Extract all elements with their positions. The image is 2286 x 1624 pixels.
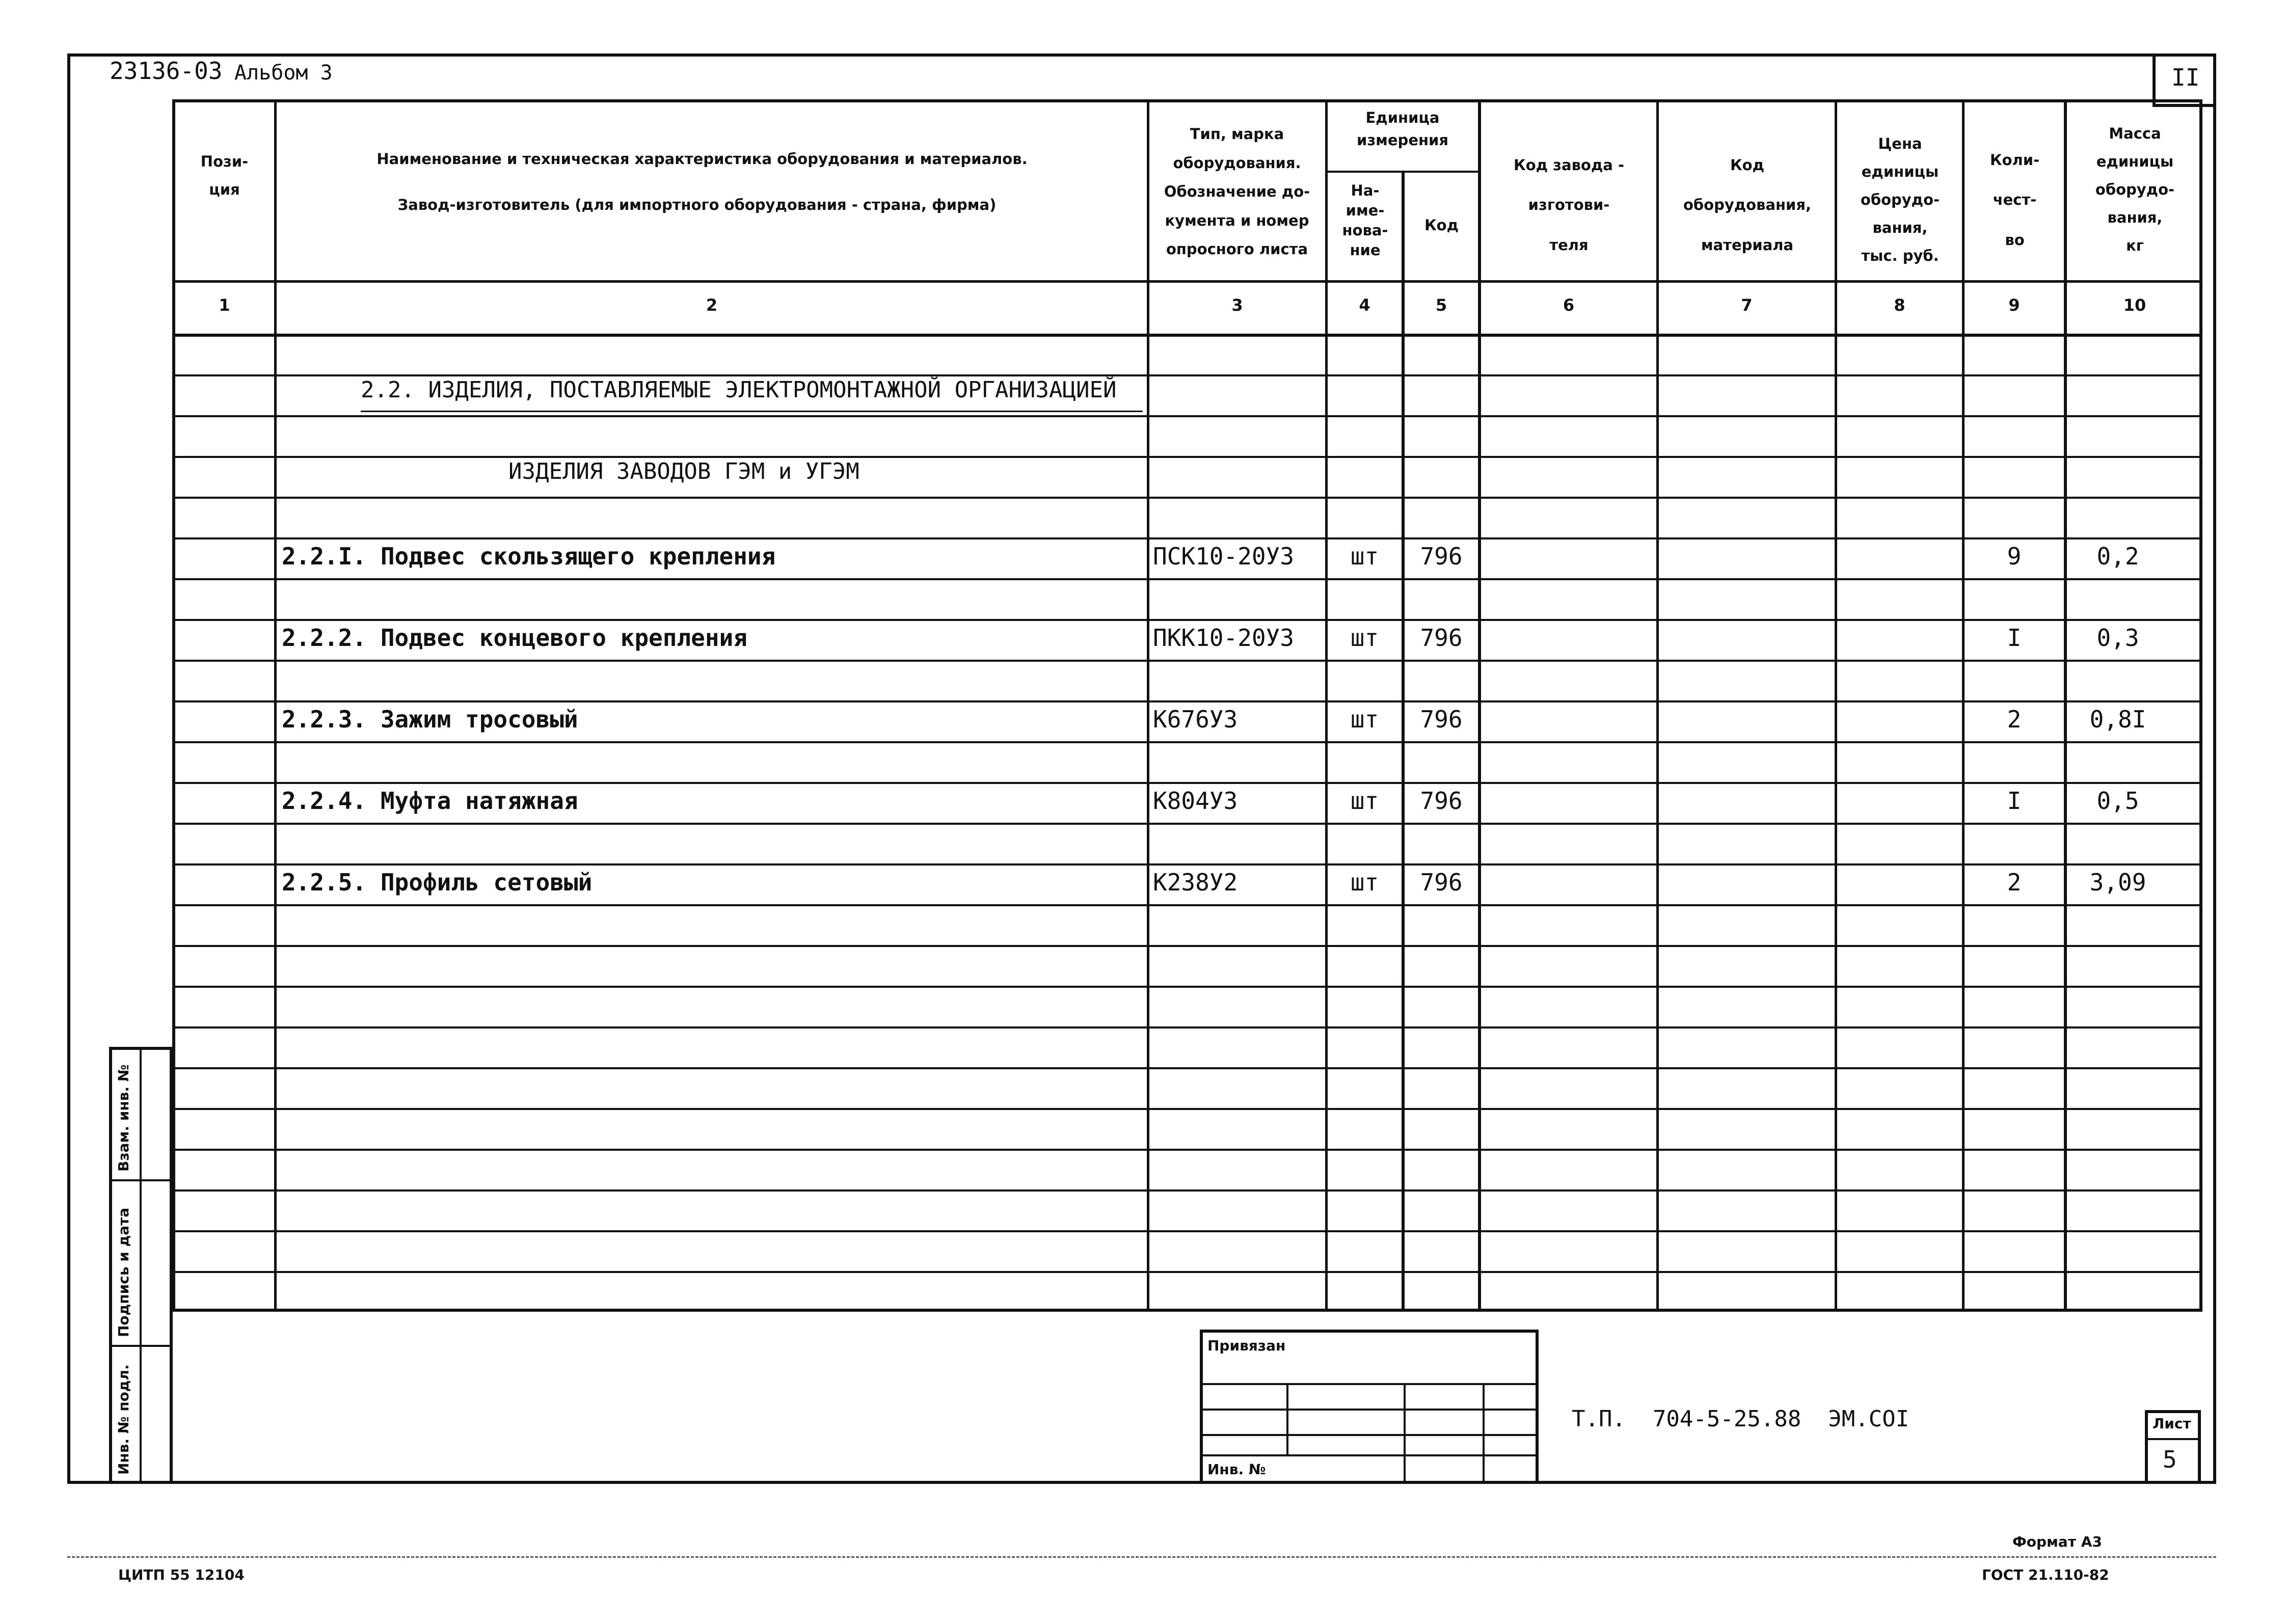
sheet-number: 5	[2163, 1446, 2177, 1473]
item-type: К676У3	[1153, 706, 1238, 733]
col-number-2: 2	[706, 295, 718, 315]
binding-line	[1200, 1454, 1539, 1456]
row-line	[172, 1149, 2202, 1151]
row-line	[172, 863, 2202, 865]
item-unit: шт	[1350, 543, 1379, 570]
row-line	[172, 823, 2202, 825]
row-line	[172, 945, 2202, 947]
cut-line	[67, 1556, 2216, 1558]
item-type: ПСК10-20У3	[1153, 543, 1294, 570]
item-quantity: 2	[2007, 706, 2022, 733]
row-line	[172, 374, 2202, 376]
binding-col	[1286, 1383, 1288, 1454]
row-line	[172, 1067, 2202, 1069]
item-unit-code: 796	[1420, 543, 1463, 570]
row-line	[172, 1230, 2202, 1232]
inv-no-label: Инв. №	[1207, 1461, 1266, 1478]
album-label: Альбом 3	[234, 61, 333, 85]
item-type: К238У2	[1153, 869, 1238, 896]
col-number-6: 6	[1563, 295, 1575, 315]
document-designation: Т.П. 704-5-25.88 ЭМ.СОI	[1572, 1406, 1910, 1432]
col-header-equipment-code: Код оборудования, материала	[1683, 156, 1812, 254]
item-mass: 0,8I	[2089, 706, 2146, 733]
side-stamp-divider	[109, 1179, 173, 1181]
row-line	[172, 619, 2202, 621]
col-number-10: 10	[2123, 295, 2146, 315]
col-number-3: 3	[1231, 295, 1243, 315]
row-line	[172, 456, 2202, 458]
side-stamp-vzam: Взам. инв. №	[115, 1064, 132, 1172]
side-stamp-podpis: Подпись и дата	[115, 1207, 132, 1337]
binding-col	[1404, 1383, 1406, 1484]
title-block	[1200, 1330, 2206, 1484]
col-number-4: 4	[1359, 295, 1370, 315]
item-unit: шт	[1350, 787, 1379, 815]
side-stamp-inv: Инв. № подл.	[115, 1364, 132, 1475]
item-unit-code: 796	[1420, 624, 1463, 652]
binding-line	[1200, 1434, 1539, 1436]
binding-line	[1200, 1383, 1539, 1385]
col-number-5: 5	[1435, 295, 1447, 315]
col-header-mass: Масса единицы оборудо- вания, кг	[2095, 125, 2175, 255]
item-unit: шт	[1350, 624, 1379, 652]
binding-line	[1200, 1409, 1539, 1411]
item-unit: шт	[1350, 706, 1379, 733]
row-line	[172, 1189, 2202, 1192]
item-quantity: 9	[2007, 543, 2022, 570]
row-line	[172, 700, 2202, 702]
item-quantity: I	[2007, 624, 2022, 652]
row-line	[172, 904, 2202, 906]
header-line	[172, 334, 2202, 337]
row-line	[172, 782, 2202, 784]
col-header-position: Пози- ция	[200, 153, 249, 199]
row-line	[172, 660, 2202, 662]
col-header-type: Тип, марка оборудования. Обозначение до- кумента и номер опросного листа	[1164, 125, 1310, 258]
unit-group-line	[1325, 171, 1478, 173]
section-title: 2.2. ИЗДЕЛИЯ, ПОСТАВЛЯЕМЫЕ ЭЛЕКТРОМОНТАЖНОЙ ОРГАНИЗАЦИЕЙ	[361, 377, 1117, 403]
row-line	[172, 1026, 2202, 1028]
section-subtitle: ИЗДЕЛИЯ ЗАВОДОВ ГЭМ и УГЭМ	[508, 458, 859, 484]
sheet-label: Лист	[2153, 1415, 2191, 1432]
item-unit-code: 796	[1420, 787, 1463, 815]
row-line	[172, 741, 2202, 743]
side-stamp	[109, 1047, 173, 1484]
format-label: Формат А3	[2012, 1533, 2102, 1550]
col-header-unit-code: Код	[1424, 216, 1459, 234]
item-unit-code: 796	[1420, 706, 1463, 733]
col-number-8: 8	[1894, 295, 1905, 315]
col-number-1: 1	[219, 295, 230, 315]
specification-table	[172, 99, 2202, 1312]
corner-mark: II	[2171, 64, 2200, 91]
item-quantity: I	[2007, 787, 2022, 815]
row-line	[172, 986, 2202, 988]
binding-col	[1483, 1383, 1485, 1484]
col-header-plant-code: Код завода - изготови- теля	[1514, 156, 1624, 254]
col-header-name-line2: Завод-изготовитель (для импортного оборудования - страна, фирма)	[397, 196, 997, 213]
item-name: 2.2.I. Подвес скользящего крепления	[282, 543, 776, 570]
col-number-9: 9	[2008, 295, 2020, 315]
item-mass: 0,2	[2096, 543, 2139, 570]
binding-label: Привязан	[1207, 1337, 1286, 1354]
col-header-unit: Единица измерения	[1357, 109, 1448, 149]
item-name: 2.2.2. Подвес концевого крепления	[282, 624, 747, 652]
row-line	[172, 415, 2202, 417]
footer-code: ЦИТП 55 12104	[118, 1566, 245, 1583]
album-code: 23136-03	[110, 57, 223, 85]
side-stamp-divider	[109, 1345, 173, 1347]
item-unit-code: 796	[1420, 869, 1463, 896]
sheet-box-line	[2145, 1438, 2201, 1440]
row-line	[172, 537, 2202, 539]
item-mass: 3,09	[2089, 869, 2146, 896]
row-line	[172, 497, 2202, 499]
col-header-quantity: Коли- чест- во	[1989, 151, 2040, 249]
item-name: 2.2.4. Муфта натяжная	[282, 787, 578, 815]
item-type: ПКК10-20У3	[1153, 624, 1294, 652]
header-line	[172, 280, 2202, 283]
item-name: 2.2.5. Профиль сетовый	[282, 869, 593, 896]
footer-gost: ГОСТ 21.110-82	[1982, 1566, 2109, 1583]
col-header-unit-name: На- име- нова- ние	[1342, 182, 1388, 259]
section-title-underline	[361, 411, 1143, 412]
item-type: К804У3	[1153, 787, 1238, 815]
item-name: 2.2.3. Зажим тросовый	[282, 706, 578, 733]
item-unit: шт	[1350, 869, 1379, 896]
row-line	[172, 578, 2202, 580]
col-header-name-line1: Наименование и техническая характеристика оборудования и материалов.	[376, 150, 1028, 168]
row-line	[172, 1271, 2202, 1273]
item-quantity: 2	[2007, 869, 2022, 896]
side-stamp-divider	[140, 1047, 142, 1484]
item-mass: 0,3	[2096, 624, 2139, 652]
row-line	[172, 1108, 2202, 1110]
col-header-price: Цена единицы оборудо- вания, тыс. руб.	[1860, 135, 1940, 265]
col-number-7: 7	[1741, 295, 1753, 315]
item-mass: 0,5	[2096, 787, 2139, 815]
